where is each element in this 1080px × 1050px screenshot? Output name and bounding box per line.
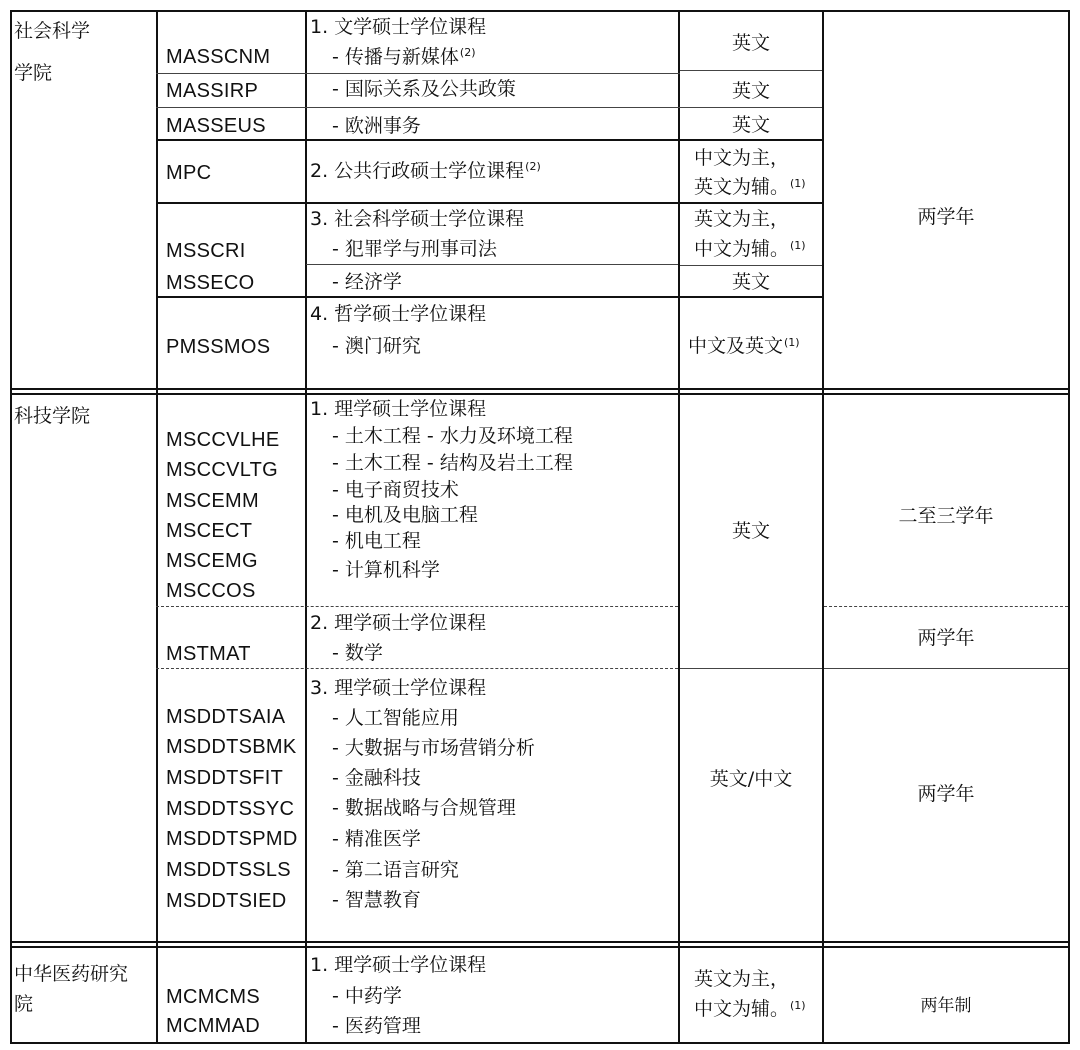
course-code: MSDDTSSLS: [166, 859, 291, 881]
course-code: PMSSMOS: [166, 336, 271, 358]
programme-item: - 大數据与市场营销分析: [332, 737, 535, 759]
study-duration: 两学年: [917, 206, 975, 228]
course-code: MASSIRP: [166, 80, 259, 102]
row-line-fss-6: [156, 296, 822, 298]
course-code: MSDDTSAIA: [166, 706, 286, 728]
teaching-language: 英文: [731, 271, 770, 293]
programme-item: - 智慧教育: [332, 889, 421, 911]
teaching-language: 英文/中文: [709, 768, 793, 790]
course-code: MSCECT: [166, 520, 253, 542]
programme-item: - 第二语言研究: [332, 859, 459, 881]
row-line-fst-1d: [824, 606, 1068, 607]
teaching-language: 中文为辅。$^{(1)}$: [694, 238, 806, 260]
course-code: MSDDTSBMK: [166, 736, 297, 758]
course-code: MSDDTSFIT: [166, 767, 284, 789]
footnote-marker: (1): [790, 177, 806, 190]
programme-title: 1. 理学硕士学位课程: [310, 954, 487, 976]
programme-title: 4. 哲学硕士学位课程: [310, 303, 487, 325]
teaching-language: 英文为辅。$^{(1)}$: [694, 176, 806, 198]
faculty-separator-2a: [10, 941, 1070, 943]
teaching-language: 英文: [731, 80, 770, 102]
course-code: MSDDTSSYC: [166, 798, 295, 820]
course-code: MSCCOS: [166, 580, 256, 602]
row-line-fss-3: [156, 139, 822, 141]
course-code: MASSEUS: [166, 115, 266, 137]
programme-item: - 土木工程 - 水力及环境工程: [332, 425, 573, 447]
study-duration: 两年制: [920, 996, 972, 1016]
course-code: MSCCVLTG: [166, 459, 279, 481]
course-code: MSCEMG: [166, 550, 258, 572]
programme-title: 3. 理学硕士学位课程: [310, 677, 487, 699]
faculty-name-fss-l1: 社会科学: [14, 20, 91, 42]
course-code: MSTMAT: [166, 643, 251, 665]
study-duration: 二至三学年: [898, 505, 994, 527]
row-line-fss-2: [156, 107, 822, 108]
row-line-fss-1: [156, 73, 680, 74]
row-line-fss-5: [306, 264, 678, 265]
study-duration: 两学年: [917, 783, 975, 805]
footnote-marker: (1): [790, 999, 806, 1012]
programme-item: - 医药管理: [332, 1015, 421, 1037]
teaching-language: 英文: [731, 114, 770, 136]
programme-title: 2. 公共行政硕士学位课程$^{(2)}$: [310, 160, 541, 182]
programme-item: - 數据战略与合规管理: [332, 797, 516, 819]
course-code: MSDDTSIED: [166, 890, 287, 912]
faculty-name-icms-l1: 中华医药研究: [14, 963, 129, 985]
programme-item: - 金融科技: [332, 767, 421, 789]
row-line-fst-2l: [680, 668, 822, 669]
programme-item: - 国际关系及公共政策: [332, 78, 516, 100]
course-code: MSCEMM: [166, 490, 259, 512]
faculty-name-fss-l2: 学院: [14, 62, 53, 84]
faculty-separator-1b: [10, 393, 1070, 395]
course-code: MSCCVLHE: [166, 429, 280, 451]
course-code: MPC: [166, 162, 212, 184]
teaching-language: 中文为辅。$^{(1)}$: [694, 998, 806, 1020]
row-line-fst-1: [156, 606, 678, 607]
teaching-language: 中文为主，: [694, 147, 790, 169]
programme-item: - 电机及电脑工程: [332, 504, 478, 526]
course-code: MCMCMS: [166, 986, 261, 1008]
footnote-marker: (1): [790, 239, 806, 252]
programme-item: - 精准医学: [332, 828, 421, 850]
teaching-language: 中文及英文$^{(1)}$: [688, 335, 800, 357]
teaching-language: 英文: [731, 520, 770, 542]
programme-title: 1. 理学硕士学位课程: [310, 398, 487, 420]
faculty-name-fst: 科技学院: [14, 405, 91, 427]
divider-programme: [305, 10, 307, 1044]
row-line-fst-2: [156, 668, 678, 669]
faculty-separator-2b: [10, 946, 1070, 948]
footnote-marker: (2): [525, 160, 541, 173]
border-left: [10, 10, 12, 1044]
programme-title: 2. 理学硕士学位课程: [310, 612, 487, 634]
programme-item: - 计算机科学: [332, 559, 440, 581]
course-code: MSSECO: [166, 272, 255, 294]
row-line-fss-1b: [680, 70, 822, 71]
programme-item: - 电子商贸技术: [332, 479, 459, 501]
border-right: [1068, 10, 1070, 1044]
programme-item: - 中药学: [332, 985, 402, 1007]
programme-item: - 犯罪学与刑事司法: [332, 238, 497, 260]
course-code: MASSCNM: [166, 46, 271, 68]
programme-item: - 数学: [332, 642, 383, 664]
course-code: MSDDTSPMD: [166, 828, 298, 850]
footnote-marker: (2): [459, 46, 476, 59]
programme-title: 3. 社会科学硕士学位课程: [310, 208, 525, 230]
footnote-marker: (1): [784, 336, 800, 349]
programme-title: 1. 文学硕士学位课程: [310, 16, 487, 38]
faculty-separator-1a: [10, 388, 1070, 390]
teaching-language: 英文为主，: [694, 208, 790, 230]
course-code: MSSCRI: [166, 240, 246, 262]
programme-item: - 传播与新媒体$^{(2)}$: [332, 46, 476, 68]
programme-item: - 土木工程 - 结构及岩土工程: [332, 452, 573, 474]
programme-item: - 经济学: [332, 271, 402, 293]
teaching-language: 英文为主，: [694, 968, 790, 990]
programme-item: - 欧洲事务: [332, 115, 421, 137]
border-top: [10, 10, 1070, 12]
border-bottom: [10, 1042, 1070, 1044]
teaching-language: 英文: [731, 32, 770, 54]
row-line-fss-5b: [680, 265, 822, 266]
course-code: MCMMAD: [166, 1015, 261, 1037]
faculty-name-icms-l2: 院: [14, 993, 34, 1015]
programme-item: - 机电工程: [332, 530, 421, 552]
row-line-fst-2d: [824, 668, 1068, 669]
divider-code: [156, 10, 158, 1044]
programme-item: - 人工智能应用: [332, 707, 459, 729]
study-duration: 两学年: [917, 627, 975, 649]
programme-item: - 澳门研究: [332, 335, 421, 357]
